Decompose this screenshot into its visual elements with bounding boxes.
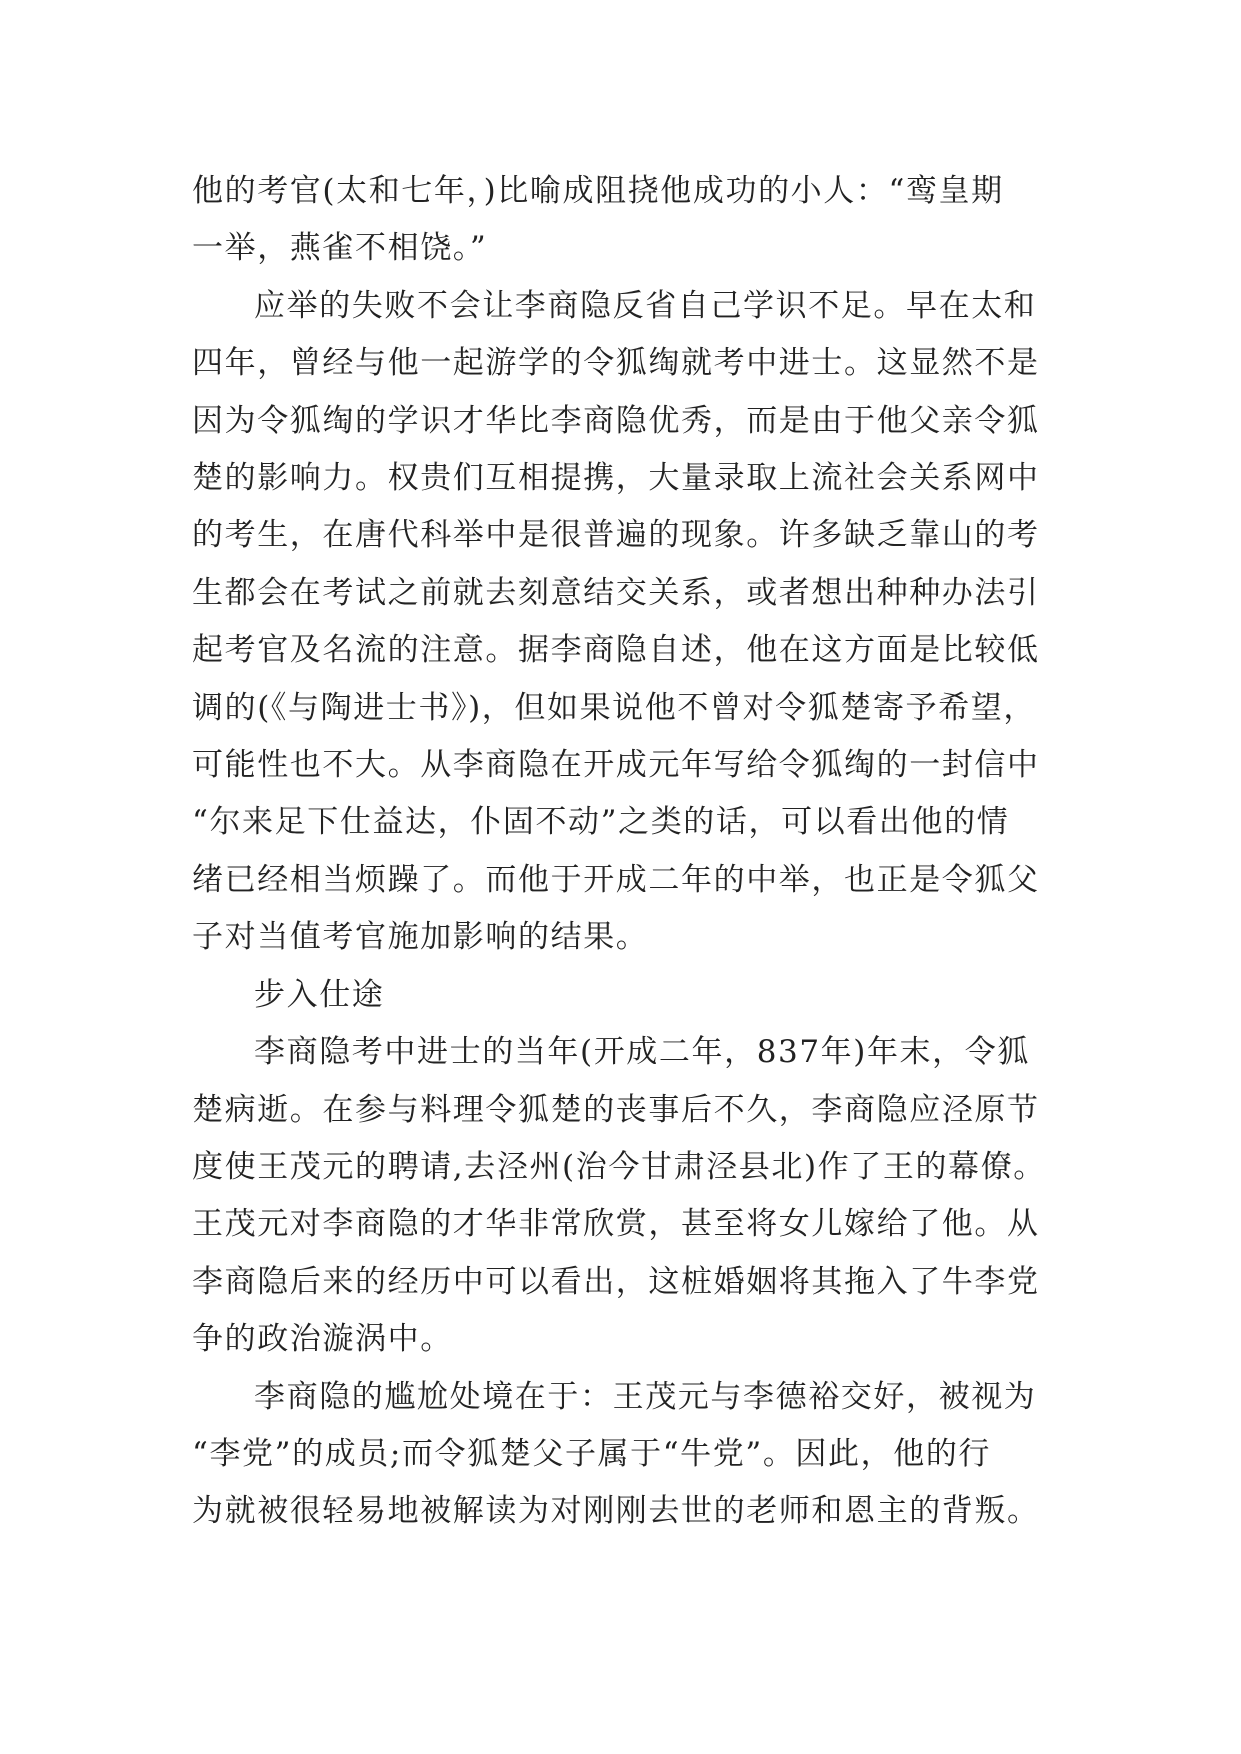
paragraph-3 (192, 1024, 1072, 1368)
text-line: 楚病逝。在参与料理令狐楚的丧事后不久，李商隐应泾原节 (192, 1091, 1040, 1128)
text-line: 他的考官(太和七年，)比喻成阻挠他成功的小人：“鸾皇期 (192, 173, 1004, 209)
section-heading (192, 967, 1072, 1024)
text-line: 楚的影响力。权贵们互相提携，大量录取上流社会关系网中 (192, 460, 1040, 497)
text-line: “尔来足下仕益达，仆固不动”之类的话，可以看出他的情 (192, 804, 1010, 841)
heading-line: 步入仕途 (254, 976, 385, 1013)
text-line: 的考生，在唐代科举中是很普遍的现象。许多缺乏靠山的考 (192, 517, 1040, 554)
text-line: 王茂元对李商隐的才华非常欣赏，甚至将女儿嫁给了他。从 (192, 1206, 1040, 1243)
text-line: 度使王茂元的聘请,去泾州(治今甘肃泾县北)作了王的幕僚。 (192, 1148, 1046, 1185)
text-line: 调的(《与陶进士书》)，但如果说他不曾对令狐楚寄予希望， (192, 689, 1036, 726)
text-line: “李党”的成员;而令狐楚父子属于“牛党”。因此，他的行 (192, 1435, 992, 1472)
text-line: 因为令狐绹的学识才华比李商隐优秀，而是由于他父亲令狐 (192, 402, 1040, 439)
text-line: 李商隐后来的经历中可以看出，这桩婚姻将其拖入了牛李党 (192, 1263, 1040, 1300)
text-line: 子对当值考官施加影响的结果。 (192, 919, 649, 956)
text-line: 争的政治漩涡中。 (192, 1321, 453, 1358)
text-line: 一举，燕雀不相饶。” (192, 230, 488, 267)
text-line: 李商隐考中进士的当年(开成二年，837年)年末，令狐 (254, 1034, 1030, 1071)
paragraph-1 (192, 163, 1072, 278)
text-line: 四年，曾经与他一起游学的令狐绹就考中进士。这显然不是 (192, 345, 1040, 382)
text-line: 为就被很轻易地被解读为对刚刚去世的老师和恩主的背叛。 (192, 1493, 1040, 1530)
paragraph-2 (192, 278, 1072, 967)
text-line: 可能性也不大。从李商隐在开成元年写给令狐绹的一封信中 (192, 747, 1040, 784)
text-line: 李商隐的尴尬处境在于：王茂元与李德裕交好，被视为 (254, 1378, 1037, 1415)
paragraph-4 (192, 1369, 1072, 1541)
text-line: 生都会在考试之前就去刻意结交关系，或者想出种种办法引 (192, 574, 1040, 611)
text-line: 绪已经相当烦躁了。而他于开成二年的中举，也正是令狐父 (192, 861, 1040, 898)
text-line: 应举的失败不会让李商隐反省自己学识不足。早在太和 (254, 287, 1037, 324)
body-text (192, 163, 1072, 1541)
text-line: 起考官及名流的注意。据李商隐自述，他在这方面是比较低 (192, 632, 1040, 669)
